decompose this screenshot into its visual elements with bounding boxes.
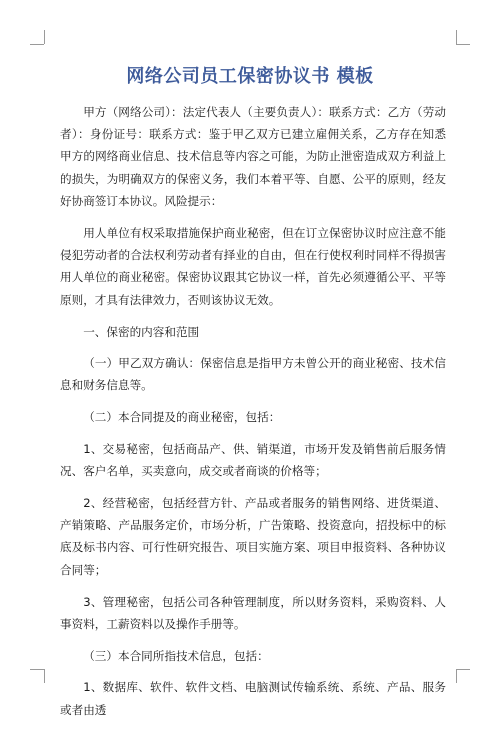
paragraph-clause-1: （一）甲乙双方确认：保密信息是指甲方未曾公开的商业秘密、技术信息和财务信息等。 (60, 356, 446, 393)
document-body (60, 101, 446, 730)
paragraph-clause-2: （二）本合同提及的商业秘密，包括： (83, 410, 281, 425)
crop-mark-top-right-v (456, 30, 457, 44)
paragraph-clause-3: （三）本合同所指技术信息，包括： (83, 649, 269, 664)
crop-mark-bottom-right-v (456, 669, 457, 683)
crop-mark-top-left-v (44, 30, 45, 44)
section-heading-confidential-scope: 一、保密的内容和范围 (83, 324, 200, 339)
crop-mark-bottom-left-h (30, 669, 44, 670)
paragraph-management-secret: 3、管理秘密，包括公司各种管理制度，所以财务资料，采购资料、人事资料，工薪资料以及操作手册等。 (60, 594, 446, 632)
paragraph-risk-notice: 用人单位有权采取措施保护商业秘密，但在订立保密协议时应注意不能侵犯劳动者的合法权利劳动者有择业的自由，但在行使权利时同样不得损害用人单位的商业秘密。保密协议跟其它协议一样，首先必须遵循公平、平等原则，才具有法律效力，否则该协议无效。 (60, 226, 446, 307)
crop-mark-bottom-left-v (44, 669, 45, 683)
paragraph-trade-secret: 1、交易秘密，包括商品产、供、销渠道，市场开发及销售前后服务情况、客户名单，买卖意向，成交或者商谈的价格等； (60, 441, 446, 478)
paragraph-preamble: 甲方（网络公司）：法定代表人（主要负责人）：联系方式：乙方（劳动者）：身份证号：联系方式：鉴于甲乙双方已建立雇佣关系，乙方存在知悉甲方的网络商业信息、技术信息等内容之可能，为防止泄密造成双方利益上的损失，为明确双方的保密义务，我们本着平等、自愿、公平的原则，经友好协商签订本协议。风险提示： (60, 105, 446, 208)
crop-mark-top-right-h (456, 44, 470, 45)
crop-mark-bottom-right-h (456, 669, 470, 670)
paragraph-technical-info: 1、数据库、软件、软件文档、电脑测试传输系统、系统、产品、服务或者由透 (60, 680, 446, 717)
crop-mark-top-left-h (30, 44, 44, 45)
paragraph-business-secret: 2、经营秘密，包括经营方针、产品或者服务的销售网络、进货渠道、产销策略、产品服务定价，市场分析，广告策略、投资意向，招投标中的标底及标书内容、可行性研究报告、项目实施方案、项目申报资料、各种协议合同等； (60, 496, 446, 577)
document-title: 网络公司员工保密协议书 模板 (126, 66, 374, 87)
